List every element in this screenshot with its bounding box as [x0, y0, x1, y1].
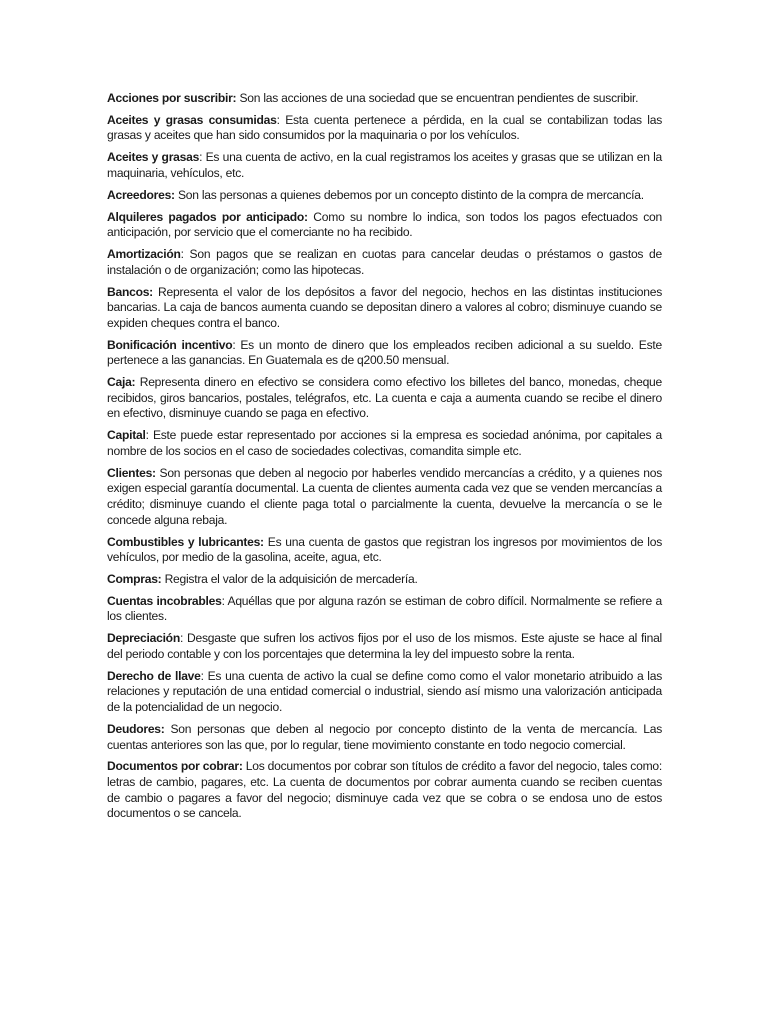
glossary-term: Documentos por cobrar: [107, 759, 243, 774]
glossary-term: Acreedores: [107, 187, 175, 202]
glossary-definition: : Es un monto de dinero que los empleados reciben adicional a su sueldo. Este pertenece a las ganancias. En Guatemala es de q200.50 mensual. [107, 337, 662, 368]
glossary-entry [107, 375, 662, 422]
glossary-term: Aceites y grasas [107, 150, 200, 165]
glossary-definition: : Es una cuenta de activo, en la cual registramos los aceites y grasas que se utilizan en la maquinaria, vehículos, etc. [107, 150, 663, 180]
glossary-term: Depreciación [107, 631, 180, 646]
glossary-entry [107, 594, 662, 625]
glossary-term: Capital [107, 428, 146, 443]
glossary-definition: Representa dinero en efectivo se considera como efectivo los billetes del banco, monedas, cheque recibidos, giros bancarios, postales, telégrafos, etc. La cuenta e caja a aumenta cuando se recibe el dinero en efectivo, disminuye cuando se paga en efectivo. [107, 375, 662, 421]
glossary-definition: Son las personas a quienes debemos por un concepto distinto de la compra de mercancía. [174, 187, 644, 202]
glossary-definition: : Es una cuenta de activo la cual se define como como el valor monetario atribuido a las relaciones y reputación de una entidad comercial o industrial, siendo así mismo una valorización anticipada de la potencialidad de un negocio. [107, 668, 663, 715]
glossary-definition: Registra el valor de la adquisición de mercadería. [161, 572, 418, 586]
glossary-term: Compras: [107, 572, 162, 586]
glossary-entry [107, 338, 662, 369]
glossary-term: Aceites y grasas consumidas [107, 112, 277, 127]
glossary-definition: : Aquéllas que por alguna razón se estiman de cobro difícil. Normalmente se refiere a los clientes. [107, 593, 662, 624]
glossary-definition: Como su nombre lo indica, son todos los pagos efectuados con anticipación, por servicio que el comerciante no ha recibido. [107, 209, 662, 240]
glossary-term: Clientes: [107, 465, 156, 480]
glossary-entry [107, 210, 662, 241]
glossary-term: Acciones por suscribir: [107, 91, 237, 105]
glossary-entry [107, 428, 662, 459]
glossary-entry [107, 535, 662, 566]
glossary-term: Cuentas incobrables [107, 593, 222, 608]
glossary-term: Deudores: [107, 721, 165, 736]
glossary-term: Bancos: [107, 284, 153, 299]
glossary-entry [107, 631, 662, 662]
glossary-definition: Representa el valor de los depósitos a favor del negocio, hechos en las distintas instituciones bancarias. La caja de bancos aumenta cuando se depositan dinero a valores al cobro; disminuye cuando se expiden cheques contra el banco. [107, 284, 662, 330]
glossary-definition: : Esta cuenta pertenece a pérdida, en la cual se contabilizan todas las grasas y aceites que han sido consumidos por la maquinaria o por los vehículos. [107, 112, 662, 143]
glossary-term: Bonificación incentivo [107, 337, 233, 352]
glossary-term: Caja: [107, 375, 136, 390]
glossary-definition: Es una cuenta de gastos que registran los ingresos por movimientos de los vehículos, por medio de la gasolina, aceite, agua, etc. [107, 534, 662, 565]
glossary-entry [107, 113, 662, 144]
glossary-entry [107, 188, 662, 204]
glossary-term: Alquileres pagados por anticipado: [107, 209, 308, 224]
glossary-document [107, 91, 662, 828]
glossary-term: Combustibles y lubricantes: [107, 534, 264, 549]
glossary-entry [107, 247, 662, 278]
glossary-definition: : Son pagos que se realizan en cuotas para cancelar deudas o préstamos o gastos de instalación o de organización; como las hipotecas. [107, 247, 662, 277]
glossary-definition: Son personas que deben al negocio por haberles vendido mercancías a crédito, y a quienes nos exigen especial garantía documental. La cuenta de clientes aumenta cada vez que se venden mercancías a crédito; disminuye cuando el cliente paga total o parcialmente la cuenta, devuelve la mercancía o se le concede alguna rebaja. [107, 465, 662, 527]
glossary-definition: Son personas que deben al negocio por concepto distinto de la venta de mercancía. Las cuentas anteriores son las que, por lo regular, tiene movimiento constante en todo negocio comercial. [107, 721, 662, 752]
glossary-entry [107, 759, 662, 821]
glossary-entry [107, 285, 662, 332]
glossary-definition: : Este puede estar representado por acciones si la empresa es sociedad anónima, por capitales a nombre de los socios en el caso de sociedades colectivas, comandita simple etc. [107, 428, 662, 458]
glossary-entry [107, 669, 662, 716]
glossary-entry [107, 722, 662, 753]
glossary-definition: : Desgaste que sufren los activos fijos por el uso de los mismos. Este ajuste se hace al final del periodo contable y con los porcentajes que determina la ley del impuesto sobre la renta. [107, 631, 662, 661]
glossary-definition: Los documentos por cobrar son títulos de crédito a favor del negocio, tales como: letras de cambio, pagares, etc. La cuenta de documentos por cobrar aumenta cuando se reciben cuentas de cambio o pagares a favor del negocio; disminuye cada vez que se cobra o se endosa uno de estos documentos o se cancela. [107, 759, 662, 821]
glossary-entry [107, 91, 662, 107]
glossary-entry [107, 572, 662, 588]
glossary-term: Amortización [107, 247, 181, 262]
glossary-entry [107, 150, 662, 181]
glossary-term: Derecho de llave [107, 668, 201, 683]
glossary-entry [107, 466, 662, 528]
glossary-definition: Son las acciones de una sociedad que se encuentran pendientes de suscribir. [236, 91, 639, 105]
